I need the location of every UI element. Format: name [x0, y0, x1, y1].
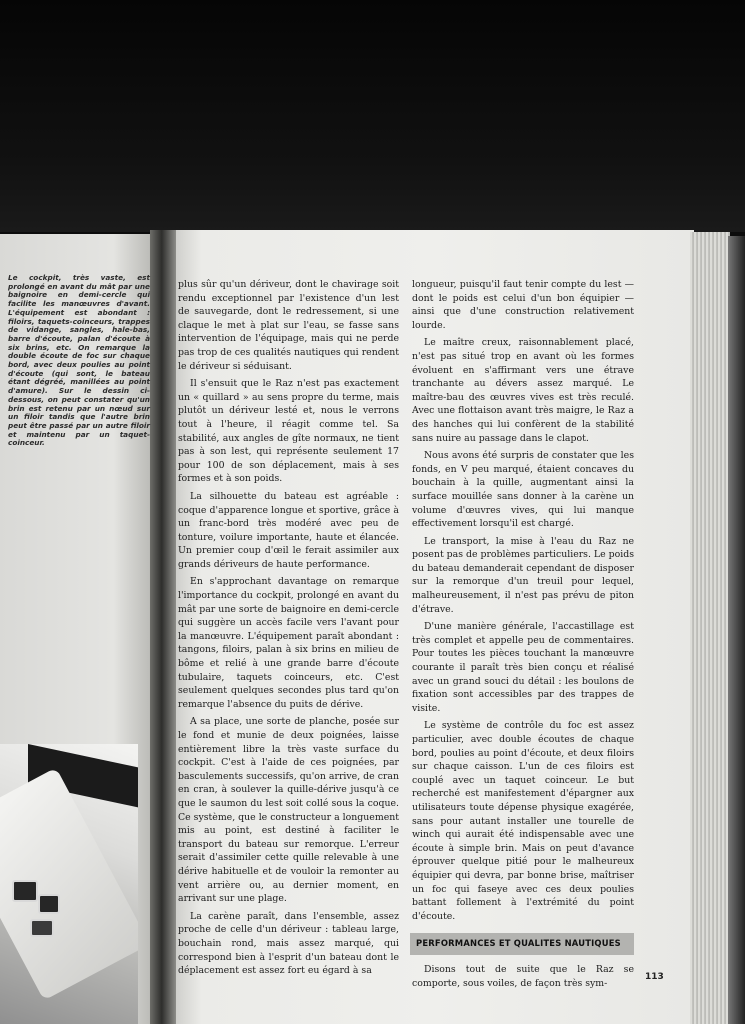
text-column-left	[178, 278, 399, 982]
photo-fitting	[30, 919, 54, 937]
paragraph: D'une manière générale, l'accastillage est très complet et appelle peu de commentaires. Pour toutes les pièces touchant la manœuvre courante il paraît très bien conçu et réalisé avec un grand souci du détail : les boulons de fixation sont accessibles par des trappes de visite.	[412, 621, 634, 714]
paragraph: plus sûr qu'un dériveur, dont le chavirage soit rendu exceptionnel par l'existence d'un lest de sauvegarde, dont le redressement, si une claque le met à plat sur l'eau, se fasse sans intervention de l'équipage, mais qui ne perde pas trop de ces qualités nautiques qui rendent le dériveur si séduisant.	[178, 279, 399, 372]
photo-caption: Le cockpit, très vaste, est prolongé en avant du mât par une baignoire en demi-cercle qui facilite les manœuvres d'avant. L'équipement est abondant : filoirs, taquets-coinceurs, trappes de vidange, sangles, hale-bas, barre d'écoute, palan d'écoute à six brins, etc. On remarque la double écoute de foc sur chaque bord, avec deux poulies au point d'écoute (qui sont, le bateau étant dégréé, manillées au point d'amure). Sur le dessin ci-dessous, on peut constater qu'un brin est retenu par un nœud sur un filoir tandis que l'autre brin peut être passé par un autre filoir et maintenu par un taquet-coinceur.	[8, 273, 150, 448]
paragraph: Disons tout de suite que le Raz se comporte, sous voiles, de façon très sym-	[412, 963, 634, 989]
paragraph: Le transport, la mise à l'eau du Raz ne posent pas de problèmes particuliers. Le poids du bateau demanderait cependant de disposer sur la remorque d'un treuil pour lequel, malheureusement, il n'est pas prévu de piton d'étrave.	[412, 535, 634, 615]
paragraph: Le système de contrôle du foc est assez particulier, avec double écoutes de chaque bord, poulies au point d'écoute, et deux filoirs sur chaque caisson. L'un de ces filoirs est couplé avec un taquet coinceur. Le but recherché est manifestement d'épargner aux utilisateurs toute dépense physique exagérée, sans pour autant installer une tourelle de winch qui aurait été indispensable avec une écoute à simple brin. Mais on peut d'avance éprouver quelque pitié pour le malheureux équipier qui devra, par bonne brise, maîtriser un foc qui faseye avec ces deux poulies battant follement à l'extrémité du point d'écoute.	[412, 720, 634, 922]
paragraph: La carène paraît, dans l'ensemble, assez proche de celle d'un dériveur : tableau large, bouchain rond, mais assez marqué, qui correspond bien à l'esprit d'un bateau dont le déplacement est assez fort eu égard à sa	[178, 910, 399, 977]
paragraph: A sa place, une sorte de planche, posée sur le fond et munie de deux poignées, laisse entièrement libre la très vaste surface du cockpit. C'est à l'aide de ces poignées, par basculements successifs, qu'on arrive, de cran en cran, à soulever la quille-dérive jusqu'à ce que le saumon du lest soit collé sous la coque. Ce système, que le constructeur a longuement mis au point, est destiné à faciliter le transport du bateau sur remorque. L'erreur serait d'assimiler cette quille relevable à une dérive habituelle et de vouloir la remonter au vent arrière ou, au dernier moment, en arrivant sur une plage.	[178, 716, 399, 905]
cockpit-photo	[0, 744, 138, 1024]
text-column-right	[412, 278, 634, 994]
paragraph: La silhouette du bateau est agréable : coque d'apparence longue et sportive, grâce à un franc-bord très modéré avec peu de tonture, voilure importante, haute et élancée. Un premier coup d'œil le ferait assimiler aux grands dériveurs de haute performance.	[178, 490, 399, 570]
page-edges	[690, 232, 730, 1024]
paragraph: Il s'ensuit que le Raz n'est pas exactement un « quillard » au sens propre du terme, mais plutôt un dériveur lesté et, nous le verrons tout à l'heure, il réagit comme tel. Sa stabilité, aux angles de gîte normaux, ne tient pas à son lest, qui représente seulement 17 pour 100 de son déplacement, mais à ses formes et à son poids.	[178, 378, 399, 485]
paragraph: longueur, puisqu'il faut tenir compte du lest — dont le poids est celui d'un bon équipier — ainsi que d'une construction relativement lourde.	[412, 279, 634, 331]
book-gutter	[150, 230, 176, 1024]
section-heading: PERFORMANCES ET QUALITES NAUTIQUES	[410, 933, 634, 955]
book-cover-edge	[728, 236, 745, 1024]
scanner-background	[0, 0, 745, 232]
paragraph: En s'approchant davantage on remarque l'importance du cockpit, prolongé en avant du mât par une sorte de baignoire en demi-cercle qui suggère un accès facile vers l'avant pour la manœuvre. L'équipement paraît abondant : tangons, filoirs, palan à six brins en milieu de bôme et relié à une grande barre d'écoute tubulaire, taquets coinceurs, etc. C'est seulement quelques secondes plus tard qu'on remarque l'absence du puits de dérive.	[178, 576, 399, 710]
open-book	[0, 230, 745, 1024]
paragraph: Le maître creux, raisonnablement placé, n'est pas situé trop en avant où les formes évoluent en s'affirmant vers une étrave tranchante au dévers assez marqué. Le maître-bau des œuvres vives est très reculé. Avec une flottaison avant très maigre, le Raz a des hanches qui lui confèrent de la stabilité sans nuire au passage dans le clapot.	[412, 337, 634, 444]
photo-fitting	[38, 894, 60, 914]
photo-fitting	[12, 880, 38, 902]
page-number: 113	[645, 972, 664, 982]
paragraph: Nous avons été surpris de constater que les fonds, en V peu marqué, étaient concaves du bouchain à la quille, augmentant ainsi la surface mouillée sans donner à la carène un volume d'œuvres vives, qui lui manque effectivement lorsqu'il est chargé.	[412, 450, 634, 530]
